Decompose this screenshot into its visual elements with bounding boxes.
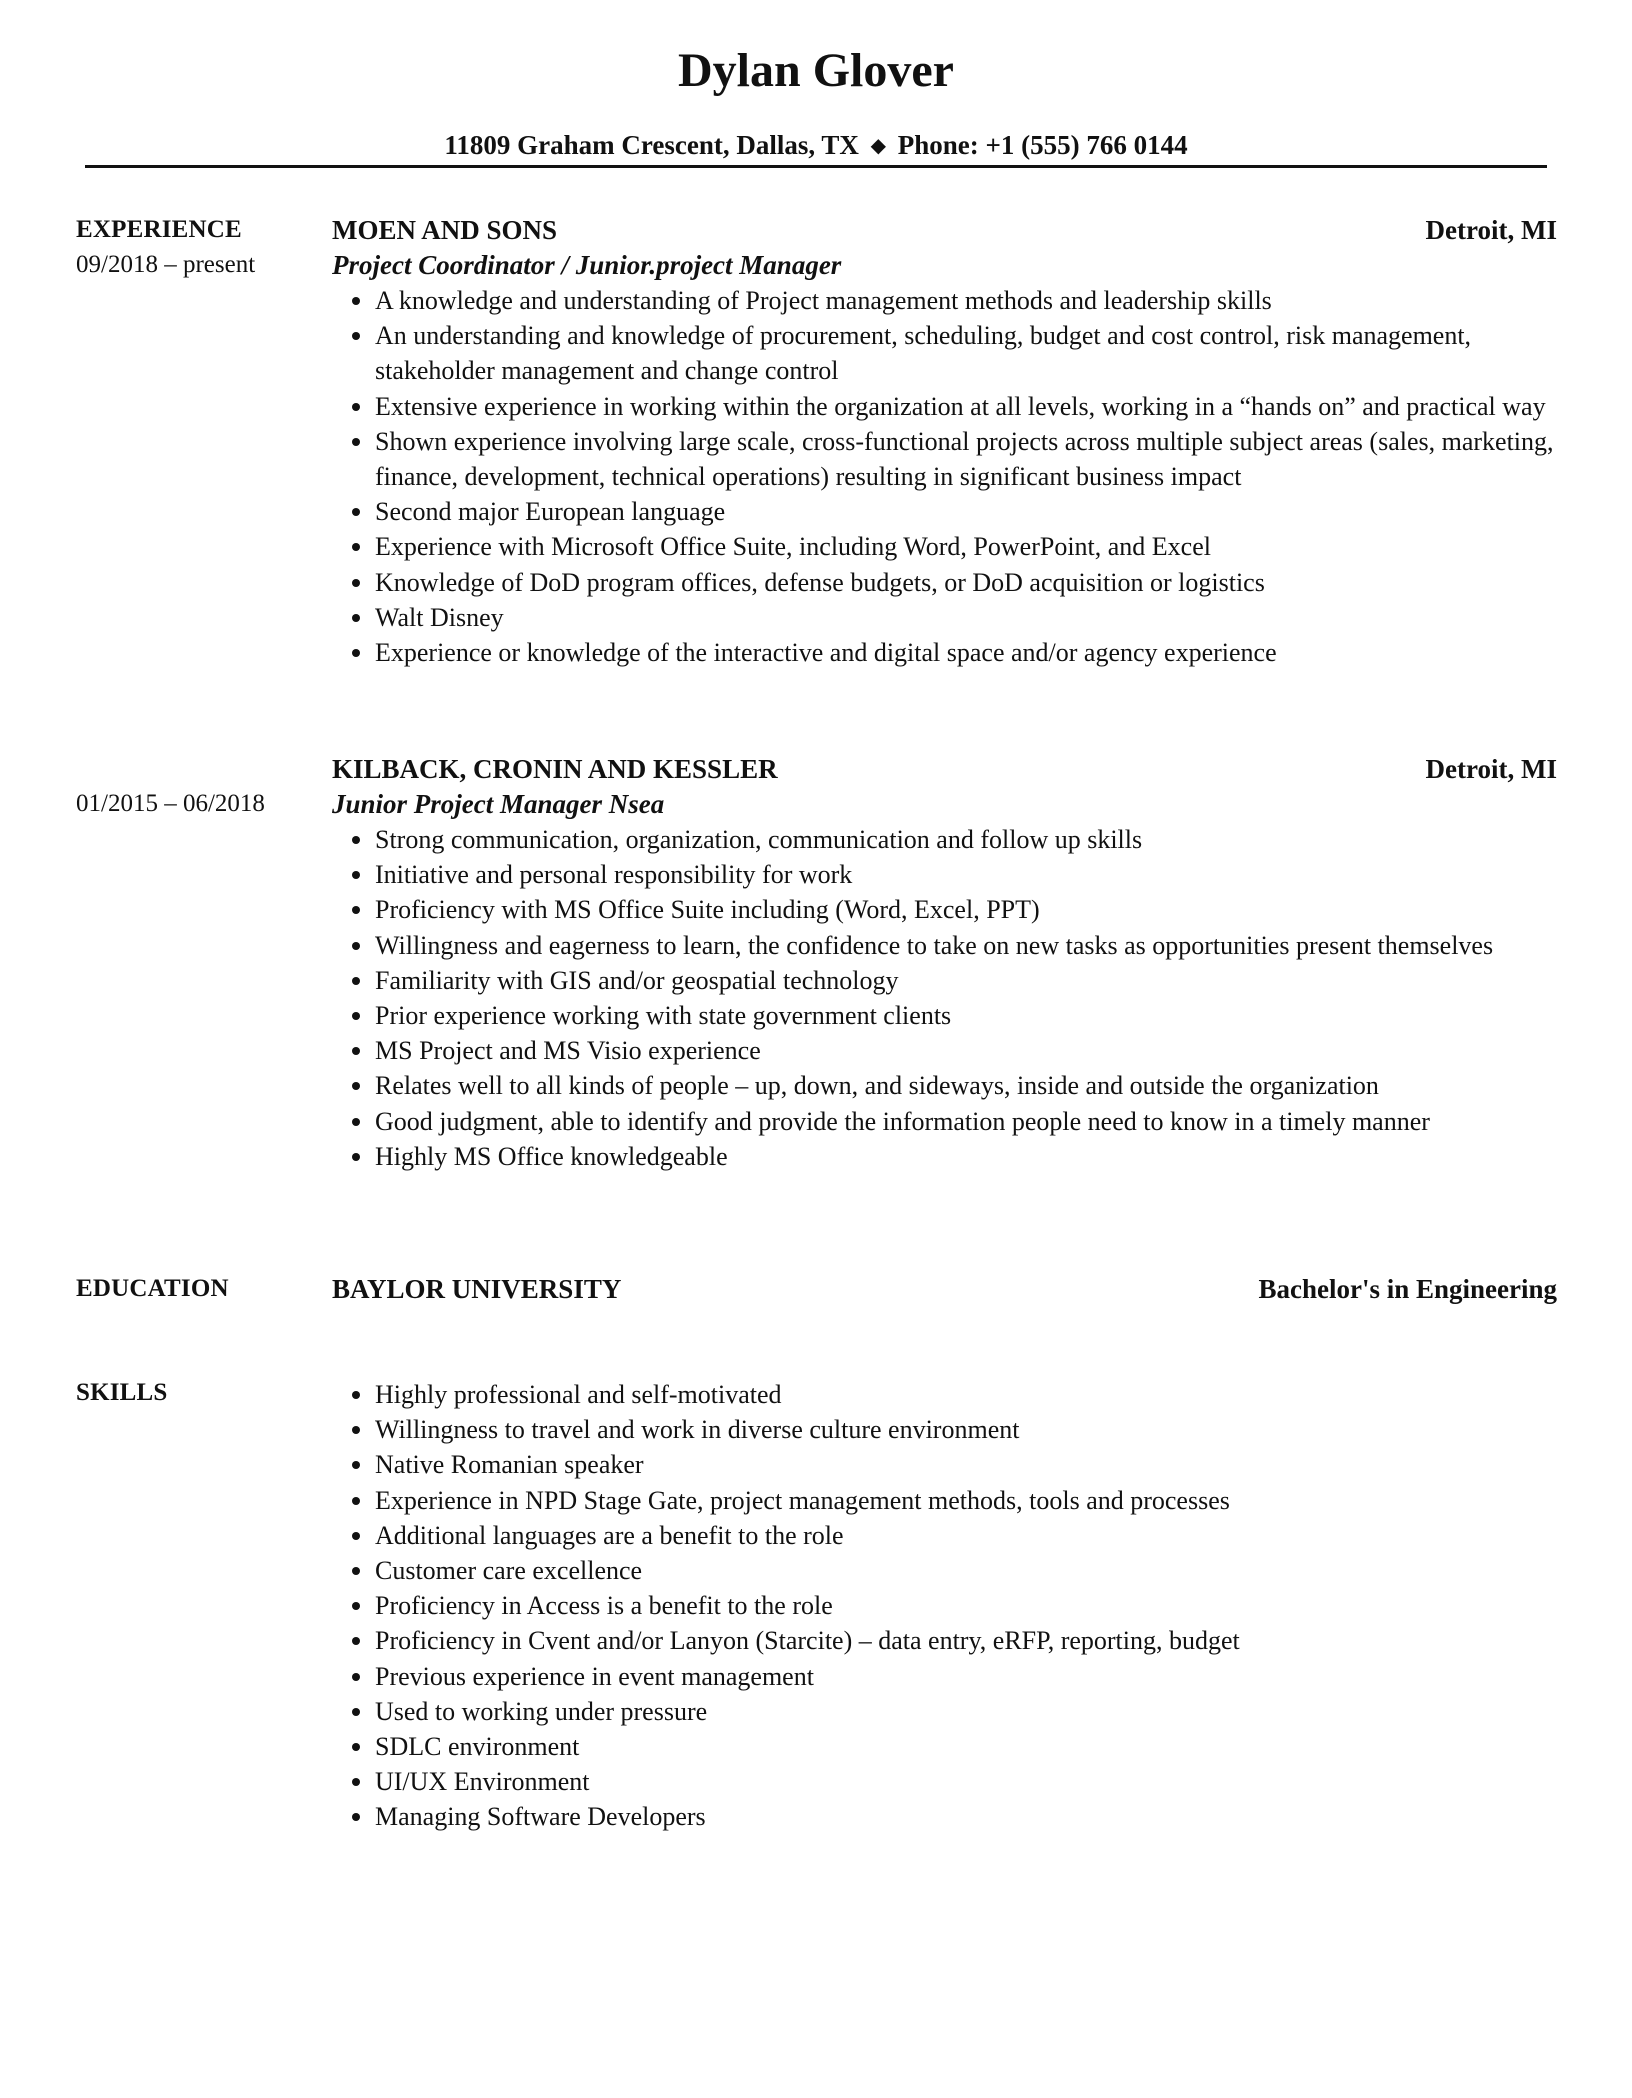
list-item: Knowledge of DoD program offices, defense budgets, or DoD acquisition or logistics	[332, 565, 1557, 600]
job-2	[332, 751, 1557, 1174]
section-education-label: EDUCATION	[76, 1275, 229, 1302]
education-header	[332, 1271, 1557, 1307]
list-item: Experience with Microsoft Office Suite, including Word, PowerPoint, and Excel	[332, 529, 1557, 564]
list-item: Walt Disney	[332, 600, 1557, 635]
list-item: Experience or knowledge of the interactive and digital space and/or agency experience	[332, 635, 1557, 670]
bullet-icon	[352, 1673, 360, 1681]
bullet-icon	[352, 1743, 360, 1751]
list-item: Good judgment, able to identify and provide the information people need to know in a timely manner	[332, 1104, 1557, 1139]
job-2-dates: 01/2015 – 06/2018	[76, 790, 265, 817]
job-1-bullets	[332, 283, 1557, 670]
bullet-icon	[352, 614, 360, 622]
job-2-title: Junior Project Manager Nsea	[332, 789, 665, 819]
list-item: Native Romanian speaker	[332, 1447, 1557, 1482]
bullet-icon	[352, 1567, 360, 1575]
list-item: Willingness to travel and work in diverse culture environment	[332, 1412, 1557, 1447]
bullet-icon	[352, 942, 360, 950]
job-1	[332, 212, 1557, 670]
bullet-icon	[352, 871, 360, 879]
list-item: Proficiency in Access is a benefit to the role	[332, 1588, 1557, 1623]
bullet-icon	[352, 508, 360, 516]
bullet-icon	[352, 543, 360, 551]
list-item: Highly professional and self-motivated	[332, 1377, 1557, 1412]
bullet-icon	[352, 1637, 360, 1645]
bullet-icon	[352, 297, 360, 305]
bullet-icon	[352, 1497, 360, 1505]
list-item: Strong communication, organization, communication and follow up skills	[332, 822, 1557, 857]
bullet-icon	[352, 906, 360, 914]
bullet-icon	[352, 579, 360, 587]
list-item: Initiative and personal responsibility for work	[332, 857, 1557, 892]
list-item: Experience in NPD Stage Gate, project management methods, tools and processes	[332, 1483, 1557, 1518]
list-item: Proficiency with MS Office Suite including (Word, Excel, PPT)	[332, 892, 1557, 927]
list-item: Customer care excellence	[332, 1553, 1557, 1588]
bullet-icon	[352, 1532, 360, 1540]
degree: Bachelor's in Engineering	[1258, 1274, 1557, 1304]
job-1-title: Project Coordinator / Junior.project Manager	[332, 250, 842, 280]
bullet-icon	[352, 403, 360, 411]
list-item: Relates well to all kinds of people – up, down, and sideways, inside and outside the organization	[332, 1068, 1557, 1103]
contact-line	[0, 128, 1632, 163]
bullet-icon	[352, 1082, 360, 1090]
bullet-icon	[352, 1153, 360, 1161]
bullet-icon	[352, 1118, 360, 1126]
list-item: Shown experience involving large scale, cross-functional projects across multiple subject areas (sales, marketing, finance, development, technical operations) resulting in significant business impact	[332, 424, 1557, 494]
school-name: BAYLOR UNIVERSITY	[332, 1274, 622, 1304]
bullet-icon	[352, 332, 360, 340]
skills-list	[332, 1377, 1557, 1835]
bullet-icon	[352, 1426, 360, 1434]
list-item: UI/UX Environment	[332, 1764, 1557, 1799]
list-item: Previous experience in event management	[332, 1659, 1557, 1694]
header-divider	[85, 165, 1547, 168]
job-2-location: Detroit, MI	[1425, 754, 1557, 784]
bullet-icon	[352, 1602, 360, 1610]
skills-list-container	[332, 1377, 1557, 1835]
candidate-name: Dylan Glover	[678, 44, 954, 97]
list-item: SDLC environment	[332, 1729, 1557, 1764]
bullet-icon	[352, 1391, 360, 1399]
list-item: Willingness and eagerness to learn, the confidence to take on new tasks as opportunities present themselves	[332, 928, 1557, 963]
job-2-header	[332, 751, 1557, 787]
list-item: Proficiency in Cvent and/or Lanyon (Starcite) – data entry, eRFP, reporting, budget	[332, 1623, 1557, 1658]
diamond-separator-icon: ◆	[870, 135, 886, 157]
job-1-dates: 09/2018 – present	[76, 251, 256, 278]
job-1-header	[332, 212, 1557, 248]
education-entry	[332, 1271, 1557, 1307]
job-2-company: KILBACK, CRONIN AND KESSLER	[332, 754, 778, 784]
phone: Phone: +1 (555) 766 0144	[897, 130, 1188, 160]
list-item: Managing Software Developers	[332, 1799, 1557, 1834]
section-skills-label: SKILLS	[76, 1379, 168, 1406]
bullet-icon	[352, 1708, 360, 1716]
list-item: A knowledge and understanding of Project management methods and leadership skills	[332, 283, 1557, 318]
list-item: Extensive experience in working within the organization at all levels, working in a “hands on” and practical way	[332, 389, 1557, 424]
list-item: MS Project and MS Visio experience	[332, 1033, 1557, 1068]
list-item: Familiarity with GIS and/or geospatial technology	[332, 963, 1557, 998]
bullet-icon	[352, 1012, 360, 1020]
list-item: Used to working under pressure	[332, 1694, 1557, 1729]
list-item: Second major European language	[332, 494, 1557, 529]
bullet-icon	[352, 1813, 360, 1821]
list-item: Prior experience working with state government clients	[332, 998, 1557, 1033]
section-experience-label: EXPERIENCE	[76, 216, 242, 243]
bullet-icon	[352, 1461, 360, 1469]
list-item: Highly MS Office knowledgeable	[332, 1139, 1557, 1174]
address: 11809 Graham Crescent, Dallas, TX	[444, 130, 859, 160]
list-item: An understanding and knowledge of procurement, scheduling, budget and cost control, risk management, stakeholder management and change control	[332, 318, 1557, 388]
list-item: Additional languages are a benefit to the role	[332, 1518, 1557, 1553]
bullet-icon	[352, 438, 360, 446]
bullet-icon	[352, 1778, 360, 1786]
bullet-icon	[352, 1047, 360, 1055]
bullet-icon	[352, 649, 360, 657]
job-2-bullets	[332, 822, 1557, 1174]
bullet-icon	[352, 977, 360, 985]
bullet-icon	[352, 836, 360, 844]
job-1-location: Detroit, MI	[1425, 215, 1557, 245]
job-1-company: MOEN AND SONS	[332, 215, 558, 245]
